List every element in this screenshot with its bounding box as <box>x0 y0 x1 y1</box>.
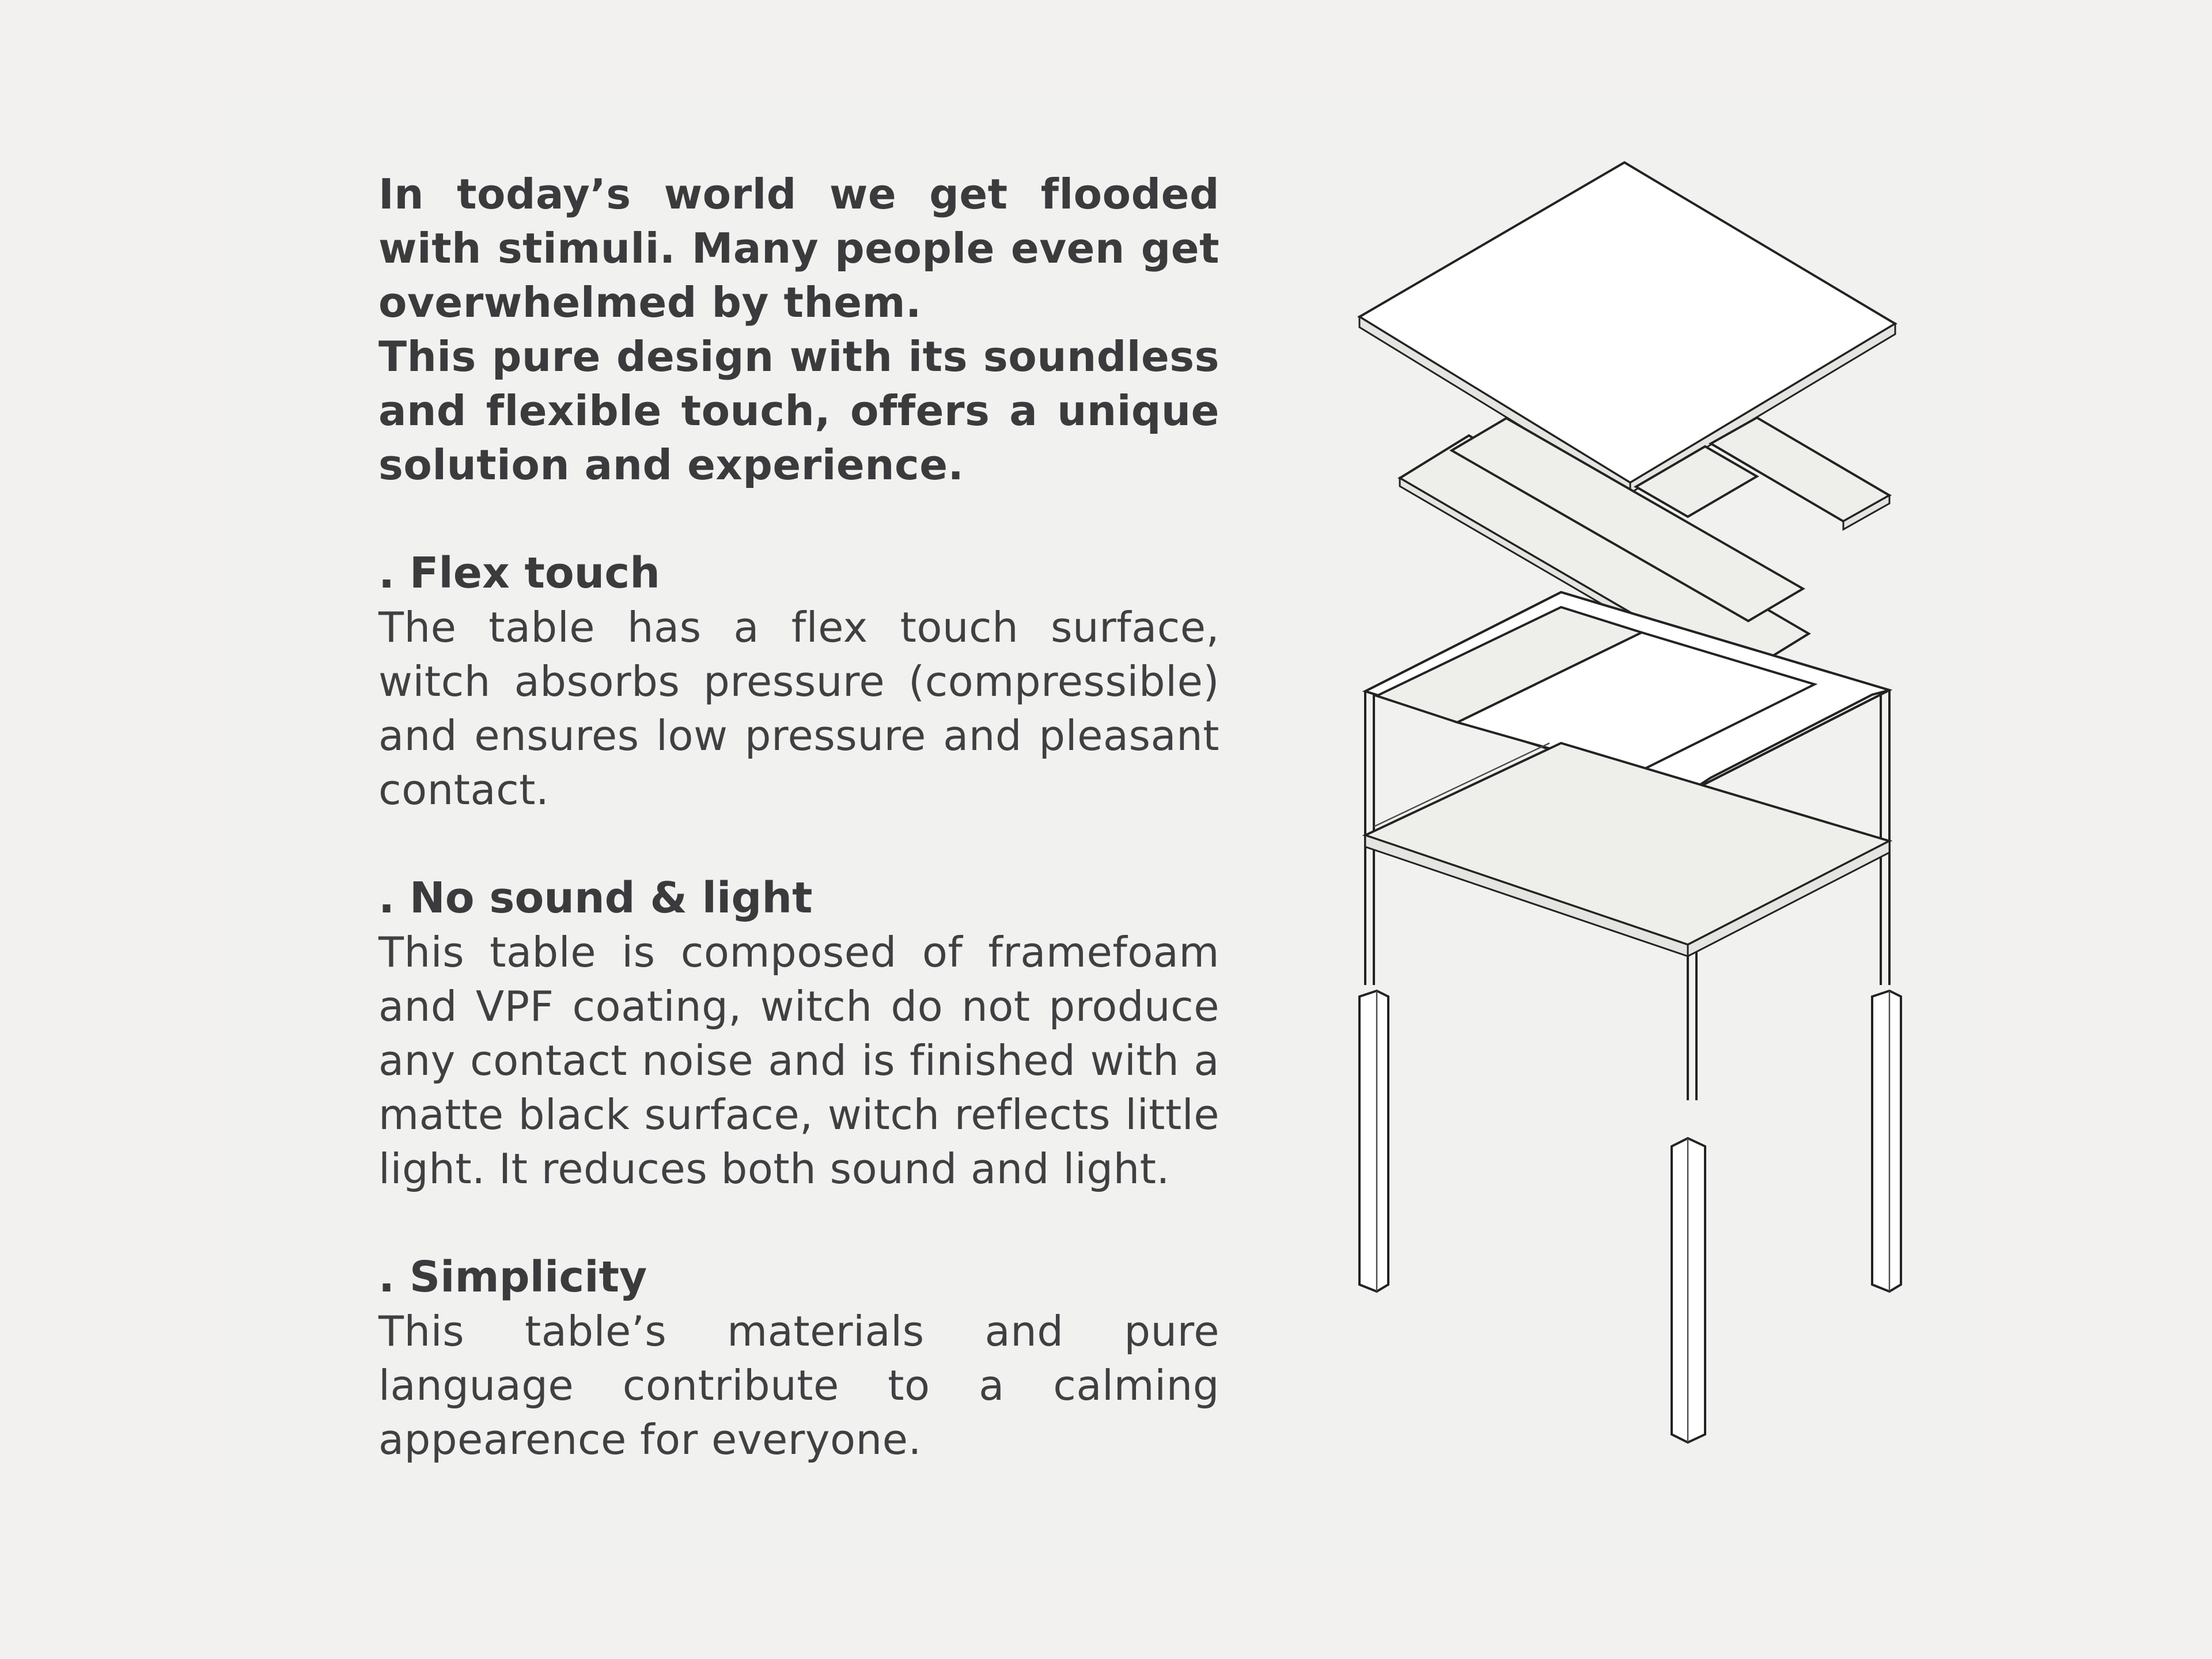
section-body: The table has a flex touch surface, witch absorbs pressure (compressible) and ensures low pressure and pleasant contact. <box>378 603 1219 814</box>
section-simplicity <box>378 1250 1219 1467</box>
section-body: This table is composed of framefoam and VPF coating, witch do not produce any contact noise and is finished with a matte black surface, witch reflects little light. It reduces both sound and light. <box>378 928 1219 1193</box>
section-title: . Simplicity <box>378 1252 647 1302</box>
section-title: . No sound & light <box>378 873 813 923</box>
section-body: This table’s materials and pure language contribute to a calming appearence for everyone. <box>378 1307 1219 1464</box>
intro-paragraph-1: In today’s world we get flooded with stimuli. Many people even get overwhelmed by them. <box>378 170 1219 327</box>
exploded-table-drawing-icon <box>1342 156 1912 1457</box>
intro-paragraph-2: This pure design with its soundless and flexible touch, offers a unique solution and experience. <box>378 332 1219 489</box>
section-no-sound-light <box>378 871 1219 1196</box>
section-title: . Flex touch <box>378 548 660 598</box>
section-flex-touch <box>378 546 1219 817</box>
text-column <box>378 167 1219 1467</box>
